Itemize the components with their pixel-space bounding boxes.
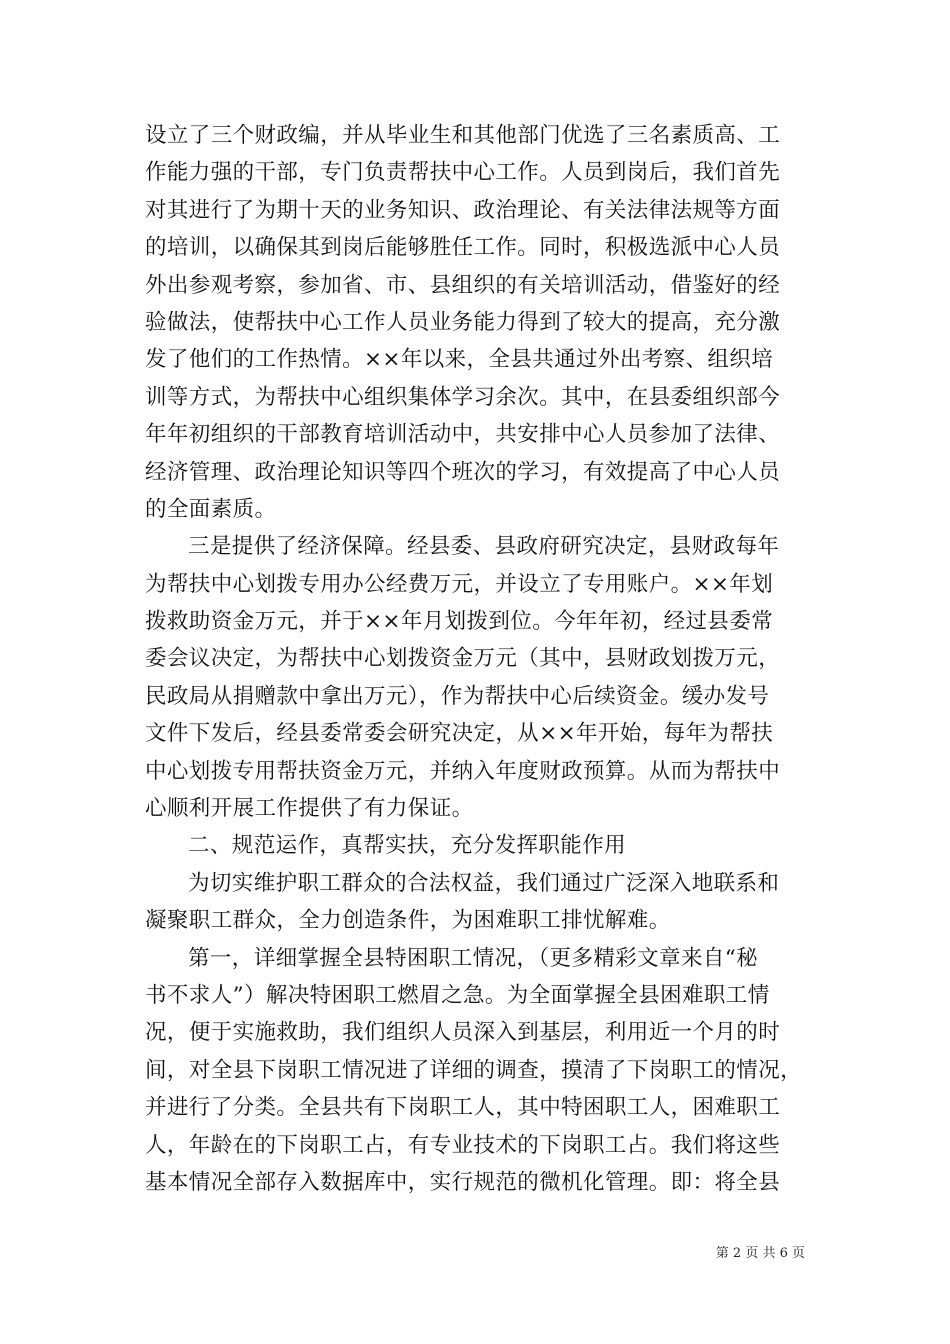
- text-line: 验做法，使帮扶中心工作人员业务能力得到了较大的提高，充分激: [145, 309, 781, 335]
- text-line: 民政局从捐赠款中拿出万元），作为帮扶中心后续资金。缓办发号: [145, 683, 770, 709]
- text-line: 文件下发后，经县委常委会研究决定，从××年开始，每年为帮扶: [145, 721, 774, 747]
- page-number: 第 2 页 共 6 页: [715, 1246, 805, 1261]
- text-line: 书不求人”）解决特困职工燃眉之急。为全面掌握全县困难职工情: [145, 982, 770, 1008]
- text-line: 的培训，以确保其到岗后能够胜任工作。同时，积极选派中心人员: [145, 235, 781, 261]
- body-text: [145, 117, 810, 1201]
- text-line: 委会议决定，为帮扶中心划拨资金万元（其中，县财政划拨万元，: [145, 646, 781, 672]
- text-line: 作能力强的干部，专门负责帮扶中心工作。人员到岗后，我们首先: [145, 160, 781, 186]
- text-line: 人，年龄在的下岗职工占，有专业技术的下岗职工占。我们将这些: [145, 1132, 781, 1158]
- paragraph-start-line: 三是提供了经济保障。经县委、县政府研究决定，县财政每年: [188, 534, 780, 560]
- text-line: 发了他们的工作热情。××年以来，全县共通过外出考察、组织培: [145, 347, 774, 373]
- text-line: 设立了三个财政编，并从毕业生和其他部门优选了三名素质高、工: [145, 123, 781, 148]
- text-line: 基本情况全部存入数据库中，实行规范的微机化管理。即：将全县: [145, 1169, 781, 1195]
- paragraph-start-line: 为切实维护职工群众的合法权益，我们通过广泛深入地联系和: [188, 870, 780, 896]
- text-line: 训等方式，为帮扶中心组织集体学习余次。其中，在县委组织部今: [145, 384, 781, 410]
- text-line: 中心划拨专用帮扶资金万元，并纳入年度财政预算。从而为帮扶中: [145, 758, 781, 784]
- text-line: 年年初组织的干部教育培训活动中，共安排中心人员参加了法律、: [145, 422, 781, 448]
- text-line: 对其进行了为期十天的业务知识、政治理论、有关法律法规等方面: [145, 197, 781, 223]
- section-heading: 二、规范运作，真帮实扶，充分发挥职能作用: [188, 833, 627, 859]
- text-line: 拨救助资金万元，并于××年月划拨到位。今年年初，经过县委常: [145, 609, 774, 635]
- text-line: 间，对全县下岗职工情况进了详细的调查，摸清了下岗职工的情况，: [145, 1057, 803, 1083]
- paragraph-start-line: 第一，详细掌握全县特困职工情况，（更多精彩文章来自“秘: [188, 945, 759, 971]
- text-line: 心顺利开展工作提供了有力保证。: [145, 796, 474, 822]
- text-line: 为帮扶中心划拨专用办公经费万元，并设立了专用账户。××年划: [145, 571, 774, 597]
- text-line: 外出参观考察，参加省、市、县组织的有关培训活动，借鉴好的经: [145, 272, 781, 298]
- text-line: 经济管理、政治理论知识等四个班次的学习，有效提高了中心人员: [145, 459, 781, 485]
- text-line: 的全面素质。: [145, 496, 277, 522]
- text-line: 凝聚职工群众，全力创造条件，为困难职工排忧解难。: [145, 908, 671, 934]
- text-line: 况，便于实施救助，我们组织人员深入到基层，利用近一个月的时: [145, 1020, 781, 1046]
- text-line: 并进行了分类。全县共有下岗职工人，其中特困职工人，困难职工: [145, 1095, 781, 1121]
